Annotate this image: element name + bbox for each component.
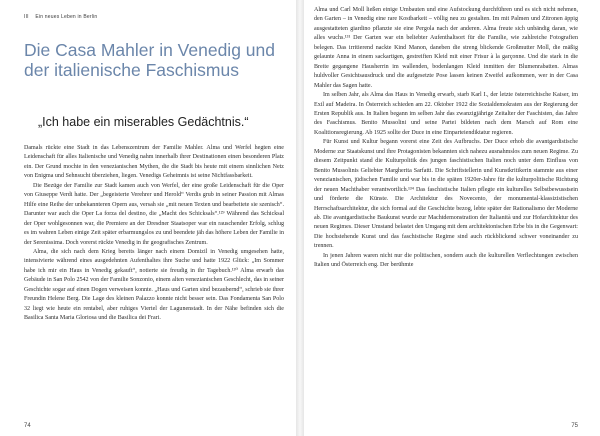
- right-body-text: [314, 6, 578, 271]
- epigraph-quote: „Ich habe ein miserables Gedächtnis.“: [38, 115, 249, 129]
- page-number: 74: [24, 423, 31, 429]
- paragraph: In jenen Jahren waren nicht nur die politischen, sondern auch die kulturellen Verflechtungen zwischen Italien und Österreich eng. Der berühmte: [314, 252, 578, 269]
- paragraph: Damals rückte eine Stadt in das Lebenszentrum der Familie Mahler. Alma und Werfel hegten eine Leidenschaft für alles Italienische und Venedig nahm innerhalb ihrer Destinationen einen besonderen Platz ein. Der Grund mochte in den venezianischen Mythen, die die Stadt bis heute mit einem sinnlichen Netz von Enigma und Sehnsucht überziehen, liegen. Venedigs Geheimnis ist seine Nichtfassbarkeit.: [24, 145, 284, 180]
- paragraph: Die Bezüge der Familie zur Stadt kamen auch von Werfel, der eine große Leidenschaft für die Oper von Giuseppe Verdi hatte. Der „begeisterte Verehrer und Herold“ Verdis grub in seiner Passion mit Almas Hilfe eine Reihe der unbekannteren Opern aus, versah sie „mit neuen Texten und bearbeitete sie szenisch“. Darunter war auch die Oper La forza del destino, die „Macht des Schicksals“.¹²⁹ Während das Schicksal der Oper wohlgesonnen war, die Premiere an der Dresdner Staatsoper war ein rauschender Erfolg, schlug es im wahren Leben einige Zeit später erbarmungslos zu und beendete jäh das höhere Leben der Familie in der Serenissima. Doch vorerst rückte Venedig in ihr geografisches Zentrum.: [24, 182, 284, 246]
- paragraph: Alma und Carl Moll ließen einige Umbauten und eine Aufstockung durchführen und es sich nicht nehmen, den Garten – in Venedig eine rare Kostbarkeit – völlig neu zu gestalten. Im mit Palmen und Zitronen äppig ausgestatteten giardino pflanzte sie eine Pergola nach der anderen. Alma freute sich unbändig daran, wie alles wuchs.¹³¹ Der Garten war ein beliebter Aufenthaltsort für die Familie, wie zahlreiche Fotografien belegen. Das irritierend nackte Kind Manon, daneben die streng blickende Großmutter Moll, die mäßig gelaunte Anna in einem sackartigen, gestreiften Kleid mit einer Frisur à la garçonne. Und die stark in die Breite gegangene Hausherrin im wallenden, bodenlangen Kleid inmitten der Blumenrabatten. Almas huldvoller Gesichtsausdruck und die aufgesetzte Pose lassen keinen Zweifel aufkommen, wer in der Casa Mahler das Sagen hatte.: [314, 7, 578, 89]
- left-body-text: [24, 144, 284, 324]
- running-head: [24, 14, 284, 24]
- running-head-title: Ein neues Leben in Berlin: [35, 14, 98, 20]
- chapter-title: Die Casa Mahler in Venedig und der italienische Faschismus: [24, 40, 275, 80]
- left-page: [0, 0, 296, 436]
- running-head-number: III: [24, 14, 29, 20]
- paragraph: Für Kunst und Kultur begann vorerst eine Zeit des Aufbruchs. Der Duce erhob die avantgardistische Moderne zur Staatskunst und ihre Protagonisten bekannten sich nahezu ausnahmslos zum neuen Regime. Zu diesem Zeitpunkt stand die Kulturpolitik des jungen faschistischen Italien noch unter dem Einfluss von Benito Mussolinis Geliebter Margherita Sarfatti. Die Schriftstellerin und Kunstkritikerin stammte aus einer venezianischen, jüdischen Familie und war bis in die späten 1920er-Jahre für die kulturpolitische Richtung der neuen Machthaber verantwortlich.¹³⁴ Das faschistische Italien pflegte ein kulturelles Selbstbewusstsein und förderte die Künste. Die Architektur des Novecento, der monumental-klassizistischen Herrschaftsarchitektur, die sich formal auf die Geschichte bezog, lebte später der Rationalismo der Moderne ab. Die avantgardistische Baukunst wurde zur Machtdemonstration der Italianità und zur Hofarchitektur des neuen Regimes. Dieser Umstand belastet den Umgang mit dem architektonischen Erbe bis in die Gegenwart: Die hochstehende Kunst und das faschistische Regime sind auch rückblickend schwer voneinander zu trennen.: [314, 139, 578, 250]
- book-gutter: [296, 0, 304, 436]
- page-number: 75: [571, 423, 578, 429]
- right-page: [304, 0, 600, 436]
- paragraph: Im selben Jahr, als Alma das Haus in Venedig erwarb, starb Karl I., der letzte österreichische Kaiser, im Exil auf Madeira. In Österreich schieden am 22. Oktober 1922 die Sozialdemokraten aus der Regierung der Ersten Republik aus. In Italien begann im selben Jahr das zwanzigjährige Zeitalter der Faschisten, das Jahre des Faschismus. Benito Mussolini und seine Partei bildeten nach dem Marsch auf Rom eine Koalitionsregierung. Ab 1925 sollte der Duce in eine Einparteiendiktatur regieren.: [314, 92, 578, 136]
- paragraph: Alma, die sich nach dem Krieg bereits länger nach einem Domizil in Venedig umgesehen hatte, intensivierte während eines ausgedehnten Aufenthaltes ihre Suche und hatte 1922 Glück: „Im Sommer habe ich mir ein Haus in Venedig gekauft“, notierte sie freudig in ihr Tagebuch.¹³⁰ Alma erwarb das Gebäude in San Polo 2542 von der Familie Sonzonio, einem alten venezianischen Geschlecht, das in seiner Geschichte sogar auf einen Dogen verweisen konnte. „Haus und Garten sind bezaubernd“, schrieb sie ihrer Freundin Helene Berg. Die Lage des kleinen Palazzo konnte nicht besser sein. Das Fondamenta San Polo 32 liegt wie heute ein rentabel, aber ruhiges Viertel der Lagunenstadt. In der Nähe befinden sich die Basilica Santa Maria Gloriosa und die Basilica dei Frari.: [24, 248, 284, 322]
